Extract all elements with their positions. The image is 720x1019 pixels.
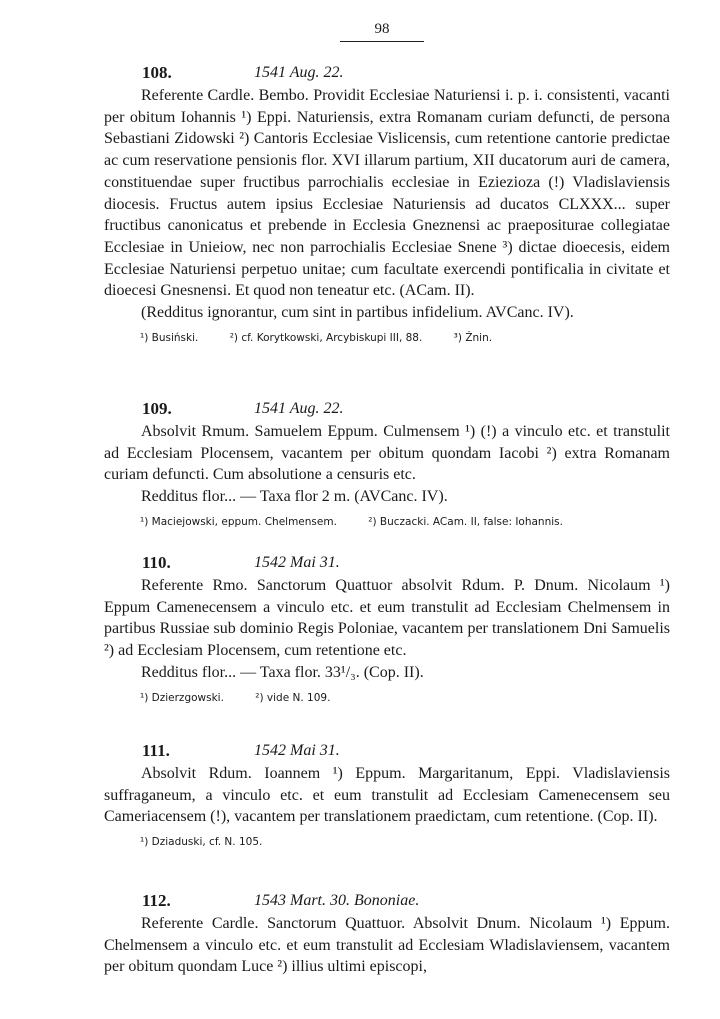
entry-paragraph: Redditus flor... — Taxa flor. 33¹/₃. (Cop. II).: [141, 663, 424, 681]
entry-number: 109.: [142, 399, 172, 418]
footnotes: [140, 515, 670, 529]
page-number: 98: [374, 21, 390, 37]
entry-date: 1542 Mai 31.: [254, 742, 340, 759]
entry-paragraph: Referente Rmo. Sanctorum Quattuor absolvit Rdum. P. Dnum. Nicolaum ¹) Eppum Camenecensem a vinculo etc. et eum transtulit ad Ecclesiam Chelmensem in partibus Russiae sub dominio Regis Poloniae, vacantem per translationem Dni Samuelis ²) ad Ecclesiam Plocensem, cum retentione etc.: [104, 577, 670, 660]
entry-paragraph: Referente Cardle. Sanctorum Quattuor. Absolvit Dnum. Nicolaum ¹) Eppum. Chelmensem a vinculo etc. et eum transtulit ad Ecclesiam Wladislaviensem, vacantem per obitum quondam Luce ²) illius ultimi episcopi,: [104, 915, 670, 976]
entry-date: 1543 Mart. 30. Bononiae.: [254, 892, 420, 909]
entry-number: 110.: [142, 553, 171, 572]
footnote: ²) cf. Korytkowski, Arcybiskupi III, 88.: [229, 331, 423, 344]
entry-paragraph: Redditus flor... — Taxa flor 2 m. (AVCanc. IV).: [141, 488, 448, 506]
footnote: ³) Żnin.: [453, 331, 493, 344]
footnote: ¹) Dziaduski, cf. N. 105.: [140, 836, 263, 849]
entry-heading: [104, 552, 670, 574]
entry-112: [104, 890, 670, 978]
entry-number: 111.: [142, 741, 170, 760]
entry-109: [104, 398, 670, 529]
footnote: ²) vide N. 109.: [255, 691, 331, 704]
footnote: ¹) Busiński.: [140, 331, 199, 344]
footnotes: [140, 691, 670, 705]
entry-heading: [104, 398, 670, 420]
entry-date: 1541 Aug. 22.: [254, 64, 344, 81]
footnote: ¹) Maciejowski, eppum. Chelmensem.: [140, 515, 337, 528]
entry-paragraph: Absolvit Rdum. Ioannem ¹) Eppum. Margaritanum, Eppi. Vladislaviensis suffraganeum, a vinculo etc. et eum transtulit ad Ecclesiam Camenecensem seu Cameriacensem (!), vacantem per translationem praedictam, cum retentione. (Cop. II).: [104, 765, 670, 826]
entry-111: [104, 740, 670, 849]
entry-paragraph: Referente Cardle. Bembo. Providit Ecclesiae Naturiensi i. p. i. consistenti, vacanti per obitum Iohannis ¹) Eppi. Naturiensis, extra Romanam curiam defuncti, de persona Sebastiani Zidowski ²) Cantoris Ecclesiae Vislicensis, cum retentione cantorie predictae ac cum reservatione pensionis flor. XVI illarum partium, XII ducatorum auri de camera, constituendae super fructibus parrochialis ecclesiae in Eziezioza (!) Vladislaviensis diocesis. Fructus autem ipsius Ecclesiae Naturiensis ad ducatos CLXXX... super fructibus canonicatus et prebende in Ecclesia Gneznensi ac praepositurae collegiatae Ecclesiae in Unieiow, nec non parrochialis Ecclesiae Snene ³) dictae dioecesis, eidem Ecclesiae Naturiensi perpetuo unitae; cum facultate exercendi pontificalia in civitate et dioecesi Gnesnensi. Et quod non teneatur etc. (ACam. II).: [104, 87, 670, 300]
page-number-rule: [340, 41, 424, 42]
entry-number: 112.: [142, 891, 171, 910]
footnote: ¹) Dzierzgowski.: [140, 691, 224, 704]
footnotes: [140, 331, 670, 345]
entry-paragraph: (Redditus ignorantur, cum sint in partibus infidelium. AVCanc. IV).: [141, 304, 574, 322]
entry-heading: [104, 62, 670, 84]
footnotes: [140, 835, 670, 849]
entry-paragraph: Absolvit Rmum. Samuelem Eppum. Culmensem ¹) (!) a vinculo etc. et transtulit ad Ecclesiam Plocensem, vacantem per obitum quondam Iacobi ²) extra Romanam curiam defuncti. Cum absolutione a censuris etc.: [104, 423, 670, 484]
entry-number: 108.: [142, 63, 172, 82]
entry-heading: [104, 740, 670, 762]
entry-108: [104, 62, 670, 345]
entry-date: 1541 Aug. 22.: [254, 400, 344, 417]
entry-heading: [104, 890, 670, 912]
entry-110: [104, 552, 670, 705]
entry-date: 1542 Mai 31.: [254, 554, 340, 571]
footnote: ²) Buczacki. ACam. II, false: Iohannis.: [368, 515, 563, 528]
